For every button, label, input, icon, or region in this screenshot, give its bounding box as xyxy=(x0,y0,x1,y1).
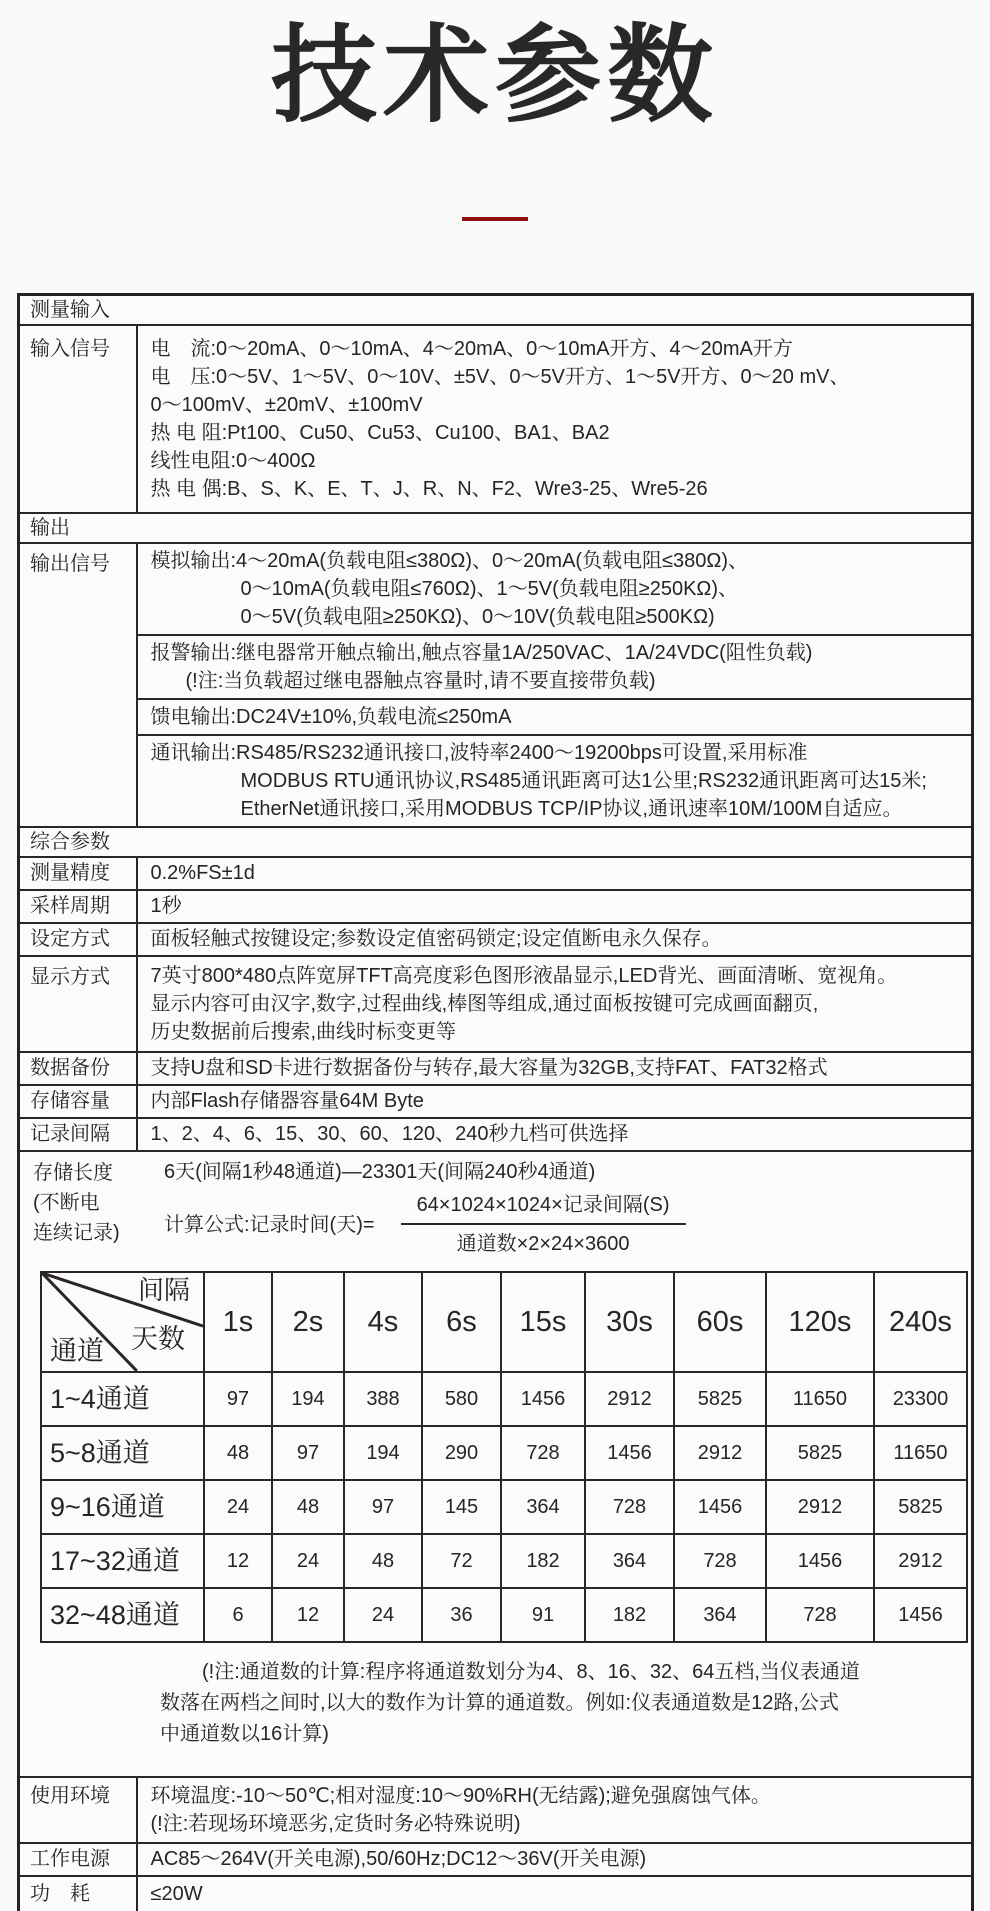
days-value: 23300 xyxy=(874,1372,967,1426)
input-signal-label: 输入信号 xyxy=(19,325,137,513)
input-signal-value xyxy=(137,325,973,513)
comm-output-line: 通讯输出:RS485/RS232通讯接口,波特率2400～19200bps可设置,采用标准 xyxy=(150,742,808,765)
storage-label-line: 存储长度 xyxy=(33,1162,113,1185)
title-underline xyxy=(462,217,528,221)
days-value: 580 xyxy=(422,1372,501,1426)
row-accuracy xyxy=(19,857,973,890)
days-value: 12 xyxy=(272,1588,344,1642)
section-row-measure-input xyxy=(19,295,973,326)
corner-label-days: 天数 xyxy=(131,1324,185,1355)
storage-length-cell xyxy=(19,1151,973,1777)
input-signal-line: 电 压:0～5V、1～5V、0～10V、±5V、0～5V开方、1～5V开方、0～20 mV、 xyxy=(150,366,850,389)
comm-output-block xyxy=(138,734,972,826)
days-value: 728 xyxy=(501,1426,585,1480)
formula-denominator: 通道数×2×24×3600 xyxy=(456,1233,630,1256)
output-signal-value xyxy=(137,543,973,827)
feed-output-line: 馈电输出:DC24V±10%,负载电流≤250mA xyxy=(150,706,512,729)
row-power xyxy=(19,1843,973,1876)
row-display xyxy=(19,956,973,1052)
days-value: 728 xyxy=(766,1588,874,1642)
environment-line: (!注:若现场环境恶劣,定货时务必特殊说明) xyxy=(150,1813,521,1836)
analog-output-line: 模拟输出:4～20mA(负载电阻≤380Ω)、0～20mA(负载电阻≤380Ω)、 xyxy=(150,550,749,573)
interval-header: 240s xyxy=(874,1272,967,1372)
days-value: 11650 xyxy=(766,1372,874,1426)
channel-label: 5~8通道 xyxy=(41,1426,204,1480)
spec-table xyxy=(17,293,974,1911)
days-value: 24 xyxy=(204,1480,272,1534)
display-line: 历史数据前后搜索,曲线时标变更等 xyxy=(150,1021,457,1044)
interval-header: 6s xyxy=(422,1272,501,1372)
days-value: 194 xyxy=(344,1426,422,1480)
days-value: 91 xyxy=(501,1588,585,1642)
row-backup xyxy=(19,1052,973,1085)
storage-label-line: 连续记录) xyxy=(33,1222,120,1245)
alarm-output-block xyxy=(138,634,972,698)
channel-label: 32~48通道 xyxy=(41,1588,204,1642)
storage-length-label xyxy=(20,1156,164,1258)
output-signal-label: 输出信号 xyxy=(19,543,137,827)
days-value: 364 xyxy=(501,1480,585,1534)
storage-label-line: (不断电 xyxy=(33,1192,100,1215)
corner-label-interval: 间隔 xyxy=(137,1275,190,1306)
days-value: 290 xyxy=(422,1426,501,1480)
channel-label: 1~4通道 xyxy=(41,1372,204,1426)
setting-label: 设定方式 xyxy=(19,923,137,956)
days-table-row xyxy=(41,1372,967,1426)
accuracy-label: 测量精度 xyxy=(19,857,137,890)
backup-value: 支持U盘和SD卡进行数据备份与转存,最大容量为32GB,支持FAT、FAT32格式 xyxy=(137,1052,973,1085)
days-value: 48 xyxy=(204,1426,272,1480)
days-value: 24 xyxy=(272,1534,344,1588)
days-value: 5825 xyxy=(766,1426,874,1480)
alarm-output-line: 报警输出:继电器常开触点输出,触点容量1A/250VAC、1A/24VDC(阻性负载) xyxy=(150,642,813,665)
accuracy-value: 0.2%FS±1d xyxy=(137,857,973,890)
section-header-measure-input: 测量输入 xyxy=(19,295,973,326)
input-signal-line: 电 流:0～20mA、0～10mA、4～20mA、0～10mA开方、4～20mA开方 xyxy=(150,338,793,361)
capacity-value: 内部Flash存储器容量64M Byte xyxy=(137,1085,973,1118)
days-value: 12 xyxy=(204,1534,272,1588)
interval-value: 1、2、4、6、15、30、60、120、240秒九档可供选择 xyxy=(137,1118,973,1151)
days-value: 364 xyxy=(674,1588,766,1642)
display-line: 显示内容可由汉字,数字,过程曲线,棒图等组成,通过面板按键可完成画面翻页, xyxy=(150,993,819,1016)
days-value: 2912 xyxy=(874,1534,967,1588)
storage-range: 6天(间隔1秒48通道)—23301天(间隔240秒4通道) xyxy=(164,1161,596,1184)
note-line: 数落在两档之间时,以大的数作为计算的通道数。例如:仪表通道数是12路,公式 xyxy=(160,1692,839,1715)
environment-line: 环境温度:-10～50℃;相对湿度:10～90%RH(无结露);避免强腐蚀气体。 xyxy=(150,1785,771,1808)
days-value: 1456 xyxy=(501,1372,585,1426)
storage-days-table xyxy=(40,1271,968,1643)
days-value: 182 xyxy=(585,1588,674,1642)
row-environment xyxy=(19,1777,973,1843)
days-value: 2912 xyxy=(766,1480,874,1534)
interval-header: 2s xyxy=(272,1272,344,1372)
setting-value: 面板轻触式按键设定;参数设定值密码锁定;设定值断电永久保存。 xyxy=(137,923,973,956)
consumption-label: 功 耗 xyxy=(19,1876,137,1911)
display-value xyxy=(137,956,973,1052)
environment-label: 使用环境 xyxy=(19,1777,137,1843)
backup-label: 数据备份 xyxy=(19,1052,137,1085)
days-value: 36 xyxy=(422,1588,501,1642)
storage-content xyxy=(164,1156,971,1258)
days-value: 6 xyxy=(204,1588,272,1642)
channel-count-note xyxy=(20,1657,971,1750)
analog-output-line: 0～5V(负载电阻≥250KΩ)、0～10V(负载电阻≥500KΩ) xyxy=(240,606,715,629)
section-row-general xyxy=(19,827,973,857)
days-value: 182 xyxy=(501,1534,585,1588)
row-sampling xyxy=(19,890,973,923)
days-value: 2912 xyxy=(674,1426,766,1480)
days-table-row xyxy=(41,1480,967,1534)
feed-output-block xyxy=(138,698,972,734)
note-line: (!注:通道数的计算:程序将通道数划分为4、8、16、32、64五档,当仪表通道 xyxy=(202,1661,860,1684)
days-table-row xyxy=(41,1588,967,1642)
environment-value xyxy=(137,1777,973,1843)
days-value: 1456 xyxy=(674,1480,766,1534)
interval-header: 30s xyxy=(585,1272,674,1372)
interval-header: 60s xyxy=(674,1272,766,1372)
formula-prefix: 计算公式:记录时间(天)= xyxy=(164,1213,375,1236)
row-capacity xyxy=(19,1085,973,1118)
analog-output-line: 0～10mA(负载电阻≤760Ω)、1～5V(负载电阻≥250KΩ)、 xyxy=(240,578,739,601)
days-value: 48 xyxy=(272,1480,344,1534)
input-signal-line: 线性电阻:0～400Ω xyxy=(150,450,316,473)
interval-header: 1s xyxy=(204,1272,272,1372)
power-value: AC85～264V(开关电源),50/60Hz;DC12～36V(开关电源) xyxy=(137,1843,973,1876)
days-value: 97 xyxy=(272,1426,344,1480)
corner-label-channel: 通道 xyxy=(50,1336,104,1367)
days-value: 24 xyxy=(344,1588,422,1642)
note-line: 中通道数以16计算) xyxy=(160,1723,329,1746)
days-table-row xyxy=(41,1534,967,1588)
days-value: 5825 xyxy=(674,1372,766,1426)
display-label: 显示方式 xyxy=(19,956,137,1052)
days-value: 5825 xyxy=(874,1480,967,1534)
row-consumption xyxy=(19,1876,973,1911)
days-table-corner-cell xyxy=(41,1272,204,1372)
input-signal-line: 热 电 偶:B、S、K、E、T、J、R、N、F2、Wre3-25、Wre5-26 xyxy=(150,478,708,501)
section-header-output: 输出 xyxy=(19,513,973,543)
row-output-signal xyxy=(19,543,973,827)
power-label: 工作电源 xyxy=(19,1843,137,1876)
days-value: 97 xyxy=(204,1372,272,1426)
days-value: 145 xyxy=(422,1480,501,1534)
display-line: 7英寸800*480点阵宽屏TFT高亮度彩色图形液晶显示,LED背光、画面清晰、宽视角。 xyxy=(150,965,898,988)
alarm-output-line: (!注:当负载超过继电器触点容量时,请不要直接带负载) xyxy=(185,670,656,693)
days-value: 728 xyxy=(585,1480,674,1534)
days-value: 1456 xyxy=(766,1534,874,1588)
days-value: 11650 xyxy=(874,1426,967,1480)
row-input-signal xyxy=(19,325,973,513)
channel-label: 17~32通道 xyxy=(41,1534,204,1588)
comm-output-line: EtherNet通讯接口,采用MODBUS TCP/IP协议,通讯速率10M/100M自适应。 xyxy=(240,798,903,821)
sampling-value: 1秒 xyxy=(137,890,973,923)
days-value: 364 xyxy=(585,1534,674,1588)
row-setting xyxy=(19,923,973,956)
storage-formula xyxy=(164,1191,971,1258)
days-value: 388 xyxy=(344,1372,422,1426)
sampling-label: 采样周期 xyxy=(19,890,137,923)
interval-header: 120s xyxy=(766,1272,874,1372)
input-signal-line: 0～100mV、±20mV、±100mV xyxy=(150,394,423,417)
days-value: 1456 xyxy=(585,1426,674,1480)
days-value: 48 xyxy=(344,1534,422,1588)
days-value: 2912 xyxy=(585,1372,674,1426)
analog-output-block xyxy=(138,544,972,634)
row-storage-length xyxy=(19,1151,973,1777)
page-title: 技术参数 xyxy=(271,17,719,135)
storage-top xyxy=(20,1152,971,1258)
days-table-header-row xyxy=(41,1272,967,1372)
days-value: 72 xyxy=(422,1534,501,1588)
interval-label: 记录间隔 xyxy=(19,1118,137,1151)
section-row-output xyxy=(19,513,973,543)
consumption-value: ≤20W xyxy=(137,1876,973,1911)
interval-header: 4s xyxy=(344,1272,422,1372)
formula-fraction xyxy=(401,1191,686,1258)
capacity-label: 存储容量 xyxy=(19,1085,137,1118)
row-interval xyxy=(19,1118,973,1151)
days-table-row xyxy=(41,1426,967,1480)
channel-label: 9~16通道 xyxy=(41,1480,204,1534)
input-signal-line: 热 电 阻:Pt100、Cu50、Cu53、Cu100、BA1、BA2 xyxy=(150,422,610,445)
days-value: 194 xyxy=(272,1372,344,1426)
interval-header: 15s xyxy=(501,1272,585,1372)
days-value: 97 xyxy=(344,1480,422,1534)
comm-output-line: MODBUS RTU通讯协议,RS485通讯距离可达1公里;RS232通讯距离可达15米; xyxy=(240,770,927,793)
section-header-general: 综合参数 xyxy=(19,827,973,857)
days-value: 728 xyxy=(674,1534,766,1588)
formula-numerator: 64×1024×1024×记录间隔(S) xyxy=(401,1191,686,1225)
days-value: 1456 xyxy=(874,1588,967,1642)
